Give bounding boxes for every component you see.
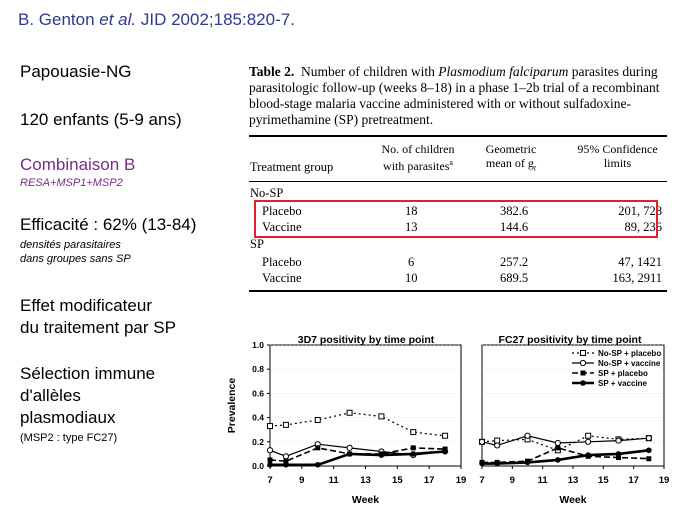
data-point xyxy=(580,360,585,365)
header-children: No. of children with parasites$^a$ xyxy=(381,142,455,173)
x-tick-label: 7 xyxy=(479,475,485,486)
data-point xyxy=(379,452,385,458)
data-point xyxy=(586,439,591,444)
location-text: Papouasie-NG xyxy=(20,62,132,81)
legend-label: SP + placebo xyxy=(598,369,648,378)
data-point xyxy=(283,422,288,427)
header-ci: 95% Confidence limits xyxy=(577,142,658,170)
series-line xyxy=(270,413,445,436)
data-point xyxy=(581,351,586,356)
data-point xyxy=(525,433,530,438)
table-cell-ci: 201, 728 xyxy=(618,204,662,218)
selection-note: (MSP2 : type FC27) xyxy=(20,432,118,444)
x-tick-label: 19 xyxy=(658,475,670,486)
x-tick-label: 15 xyxy=(598,475,609,486)
y-tick-label: 0.8 xyxy=(252,364,264,375)
table-cell-group: Vaccine xyxy=(262,220,302,234)
table-cell-ci: 163, 2911 xyxy=(612,271,662,285)
data-point xyxy=(379,414,384,419)
data-point xyxy=(410,451,416,457)
data-point xyxy=(555,445,560,450)
data-point xyxy=(580,380,586,386)
data-point xyxy=(646,447,652,453)
citation: B. Genton et al. JID 2002;185:820-7. xyxy=(18,10,295,29)
x-tick-label: 13 xyxy=(567,475,579,486)
y-tick-label: 1.0 xyxy=(252,340,264,350)
table-cell-mean: 257.2 xyxy=(500,255,529,269)
legend-label: SP + vaccine xyxy=(598,379,647,388)
data-point xyxy=(586,433,591,438)
data-point xyxy=(443,433,448,438)
header-geomean: Geometric mean of $g_t$ xyxy=(485,142,537,173)
y-tick-label: 0.4 xyxy=(252,412,264,423)
x-tick-label: 11 xyxy=(328,475,339,486)
data-point xyxy=(495,443,500,448)
table-cell-n: 10 xyxy=(405,271,418,285)
chart-title: 3D7 positivity by time point xyxy=(297,334,435,346)
data-point xyxy=(581,371,586,376)
data-point xyxy=(315,445,320,450)
data-point xyxy=(442,449,448,455)
data-point xyxy=(283,454,288,459)
combo-title: Combinaison B xyxy=(20,155,136,174)
data-point xyxy=(347,445,352,450)
y-tick-label: 0.2 xyxy=(252,436,264,447)
selection-line-1: Sélection immune xyxy=(20,364,156,383)
data-point xyxy=(411,445,416,450)
legend-label: No-SP + placebo xyxy=(598,349,662,358)
y-tick-label: 0.0 xyxy=(252,461,264,471)
table-cell-ci: 47, 1421 xyxy=(618,255,662,269)
table-cell-group: Vaccine xyxy=(262,271,302,285)
table-cell-ci: 89, 236 xyxy=(624,220,662,234)
data-point xyxy=(268,457,273,462)
selection-line-3: plasmodiaux xyxy=(20,408,116,427)
legend-label: No-SP + vaccine xyxy=(598,359,661,368)
efficacy-note-2: dans groupes sans SP xyxy=(20,253,131,265)
data-point xyxy=(616,438,621,443)
series-line xyxy=(482,448,649,463)
data-point xyxy=(315,418,320,423)
data-point xyxy=(479,439,484,444)
data-point xyxy=(347,410,352,415)
table-cell-mean: 689.5 xyxy=(500,271,529,285)
x-tick-label: 9 xyxy=(299,475,305,486)
table-cell-mean: 144.6 xyxy=(500,220,529,234)
x-tick-label: 11 xyxy=(537,475,548,486)
data-point xyxy=(268,424,273,429)
x-axis-label: Week xyxy=(559,494,587,506)
table-cell-mean: 382.6 xyxy=(500,204,529,218)
y-axis-label: Prevalence xyxy=(226,377,238,434)
data-point xyxy=(646,456,651,461)
data-point xyxy=(283,462,289,468)
data-point xyxy=(267,448,272,453)
table-cell-n: 18 xyxy=(405,204,418,218)
x-axis-label: Week xyxy=(351,494,380,506)
children-text: 120 enfants (5-9 ans) xyxy=(20,110,182,129)
table-cell-group: Placebo xyxy=(262,255,302,269)
data-point xyxy=(347,451,353,457)
selection-line-2: d'allèles xyxy=(20,386,81,405)
efficacy-text: Efficacité : 62% (13-84) xyxy=(20,215,197,234)
efficacy-note-1: densités parasitaires xyxy=(20,239,121,251)
x-tick-label: 9 xyxy=(509,475,515,486)
section-label: SP xyxy=(250,237,264,251)
data-point xyxy=(616,451,622,457)
table-caption: Table 2. Number of children with Plasmodium falciparum parasites during parasitologic follow-up (weeks 8–18) in a phase 1–2b trial of a recombinant blood-stage malaria vaccine administered with or without sulfadoxine-pyrimethamine (SP) pretreatment. xyxy=(249,64,660,127)
x-tick-label: 17 xyxy=(423,475,435,486)
x-tick-label: 15 xyxy=(392,475,403,486)
header-group: Treatment group xyxy=(250,160,334,174)
combo-sub: RESA+MSP1+MSP2 xyxy=(20,177,123,189)
data-point xyxy=(646,436,651,441)
x-tick-label: 17 xyxy=(628,475,639,486)
data-point xyxy=(525,460,531,466)
x-tick-label: 19 xyxy=(455,475,467,486)
data-point xyxy=(267,462,273,468)
table-cell-n: 13 xyxy=(405,220,418,234)
section-label: No-SP xyxy=(250,186,284,200)
y-tick-label: 0.6 xyxy=(252,388,264,399)
modifier-line-2: du traitement par SP xyxy=(20,318,176,337)
x-tick-label: 13 xyxy=(360,475,371,486)
data-point xyxy=(315,462,321,468)
data-point xyxy=(555,440,560,445)
chart-title: FC27 positivity by time point xyxy=(498,334,642,346)
data-point xyxy=(479,461,485,467)
data-point xyxy=(494,461,500,467)
table-cell-n: 6 xyxy=(408,255,415,269)
x-tick-label: 7 xyxy=(267,475,273,486)
series-line xyxy=(270,452,445,465)
data-point xyxy=(555,457,561,463)
data-point xyxy=(411,430,416,435)
modifier-line-1: Effet modificateur xyxy=(20,296,152,315)
data-point xyxy=(585,452,591,458)
table-cell-group: Placebo xyxy=(262,204,302,218)
